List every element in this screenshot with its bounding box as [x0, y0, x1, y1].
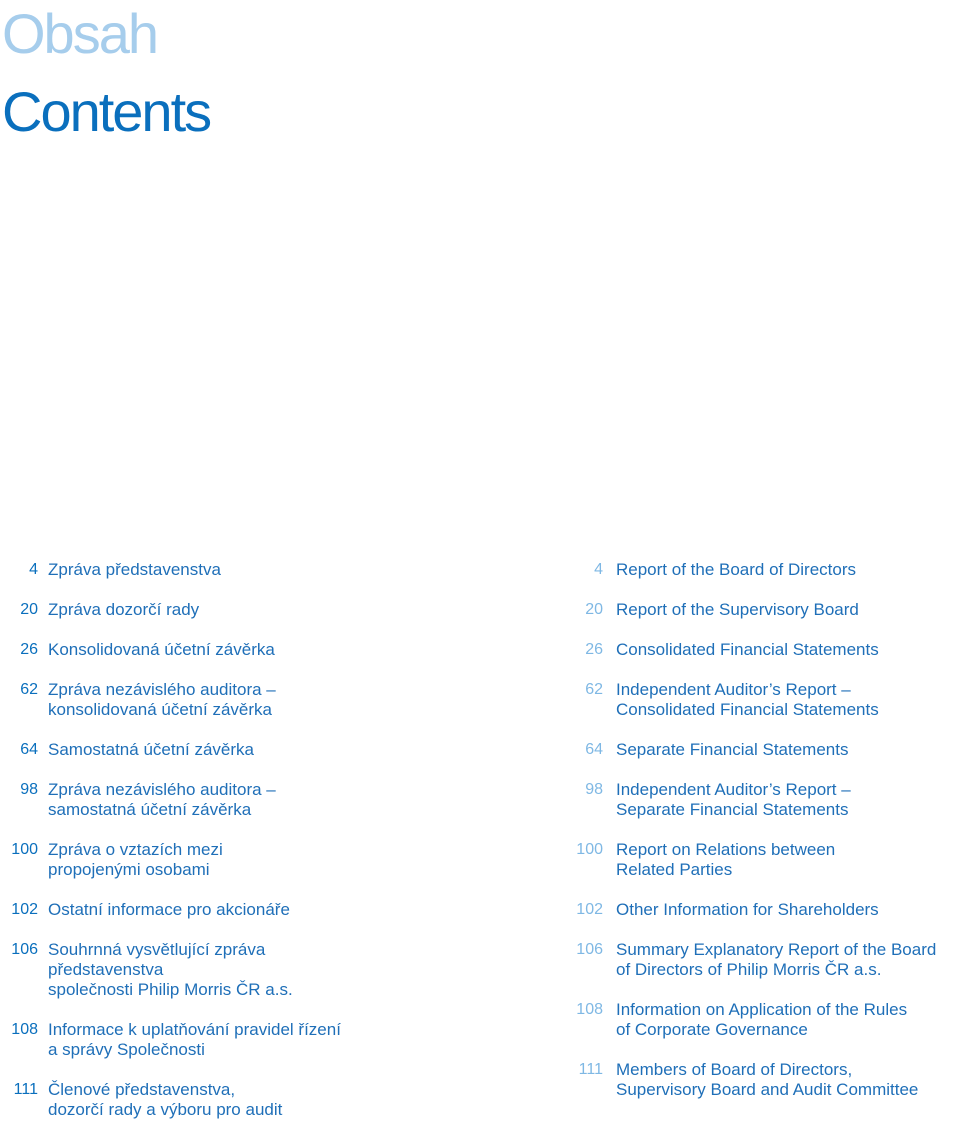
page-number: 20 — [585, 601, 603, 618]
entry-title: Informace k uplatňování pravidel řízení a správy Společnosti — [48, 1020, 341, 1059]
entry-title: Independent Auditor’s Report – Consolidated Financial Statements — [616, 680, 879, 719]
toc-entry[interactable] — [560, 680, 960, 720]
entry-title: Independent Auditor’s Report – Separate Financial Statements — [616, 780, 851, 819]
toc-entry[interactable] — [560, 840, 960, 880]
page-number: 62 — [585, 681, 603, 698]
entry-title: Samostatná účetní závěrka — [48, 740, 255, 759]
entry-title: Zpráva nezávislého auditora – samostatná účetní závěrka — [48, 780, 276, 819]
page-number: 102 — [11, 901, 38, 918]
page-number: 64 — [20, 741, 38, 758]
toc-entry[interactable] — [560, 1060, 960, 1100]
toc-entry[interactable] — [0, 560, 360, 580]
page-title-english: Contents — [2, 80, 211, 143]
page-number: 100 — [11, 841, 38, 858]
page-number: 98 — [20, 781, 38, 798]
entry-title: Zpráva nezávislého auditora – konsolidovaná účetní závěrka — [48, 680, 276, 719]
page-number: 4 — [594, 561, 603, 578]
page-number: 108 — [576, 1001, 603, 1018]
toc-entry[interactable] — [0, 1020, 360, 1060]
toc-entry[interactable] — [0, 680, 360, 720]
page-number: 106 — [11, 941, 38, 958]
toc-czech — [0, 560, 360, 1140]
page-number: 108 — [11, 1021, 38, 1038]
toc-entry[interactable] — [0, 740, 360, 760]
toc-entry[interactable] — [0, 640, 360, 660]
entry-title: Members of Board of Directors, Supervisory Board and Audit Committee — [616, 1060, 919, 1099]
page-number: 100 — [576, 841, 603, 858]
entry-title: Souhrnná vysvětlující zpráva představenstva společnosti Philip Morris ČR a.s. — [48, 940, 293, 999]
page-number: 62 — [20, 681, 38, 698]
entry-title: Zpráva dozorčí rady — [48, 600, 200, 619]
entry-title: Zpráva o vztazích mezi propojenými osobami — [48, 840, 223, 879]
entry-title: Other Information for Shareholders — [616, 900, 879, 919]
entry-title: Summary Explanatory Report of the Board of Directors of Philip Morris ČR a.s. — [616, 940, 937, 979]
page-number: 20 — [20, 601, 38, 618]
entry-title: Consolidated Financial Statements — [616, 640, 879, 659]
entry-title: Členové představenstva, dozorčí rady a výboru pro audit — [48, 1080, 283, 1119]
toc-entry[interactable] — [0, 940, 360, 1000]
toc-entry[interactable] — [0, 780, 360, 820]
entry-title: Information on Application of the Rules of Corporate Governance — [616, 1000, 908, 1039]
toc-entry[interactable] — [560, 900, 960, 920]
page-number: 106 — [576, 941, 603, 958]
toc-entry[interactable] — [560, 640, 960, 660]
toc-entry[interactable] — [560, 780, 960, 820]
page-title-czech: Obsah — [2, 2, 157, 65]
page-number: 102 — [576, 901, 603, 918]
toc-entry[interactable] — [0, 900, 360, 920]
page-number: 111 — [578, 1061, 603, 1078]
page-number: 26 — [20, 641, 38, 658]
page-number: 4 — [29, 561, 38, 578]
page-number: 98 — [585, 781, 603, 798]
toc-entry[interactable] — [0, 600, 360, 620]
entry-title: Separate Financial Statements — [616, 740, 849, 759]
toc-entry[interactable] — [560, 740, 960, 760]
entry-title: Report on Relations between Related Parties — [616, 840, 836, 879]
toc-entry[interactable] — [560, 940, 960, 980]
toc-entry[interactable] — [0, 1080, 360, 1120]
toc-entry[interactable] — [0, 840, 360, 880]
page-number: 64 — [585, 741, 603, 758]
toc-entry[interactable] — [560, 600, 960, 620]
entry-title: Zpráva představenstva — [48, 560, 221, 579]
entry-title: Report of the Supervisory Board — [616, 600, 859, 619]
toc-entry[interactable] — [560, 560, 960, 580]
entry-title: Konsolidovaná účetní závěrka — [48, 640, 275, 659]
entry-title: Report of the Board of Directors — [616, 560, 857, 579]
entry-title: Ostatní informace pro akcionáře — [48, 900, 290, 919]
page-number: 111 — [13, 1081, 38, 1098]
page-number: 26 — [585, 641, 603, 658]
toc-entry[interactable] — [560, 1000, 960, 1040]
toc-english — [560, 560, 960, 1120]
